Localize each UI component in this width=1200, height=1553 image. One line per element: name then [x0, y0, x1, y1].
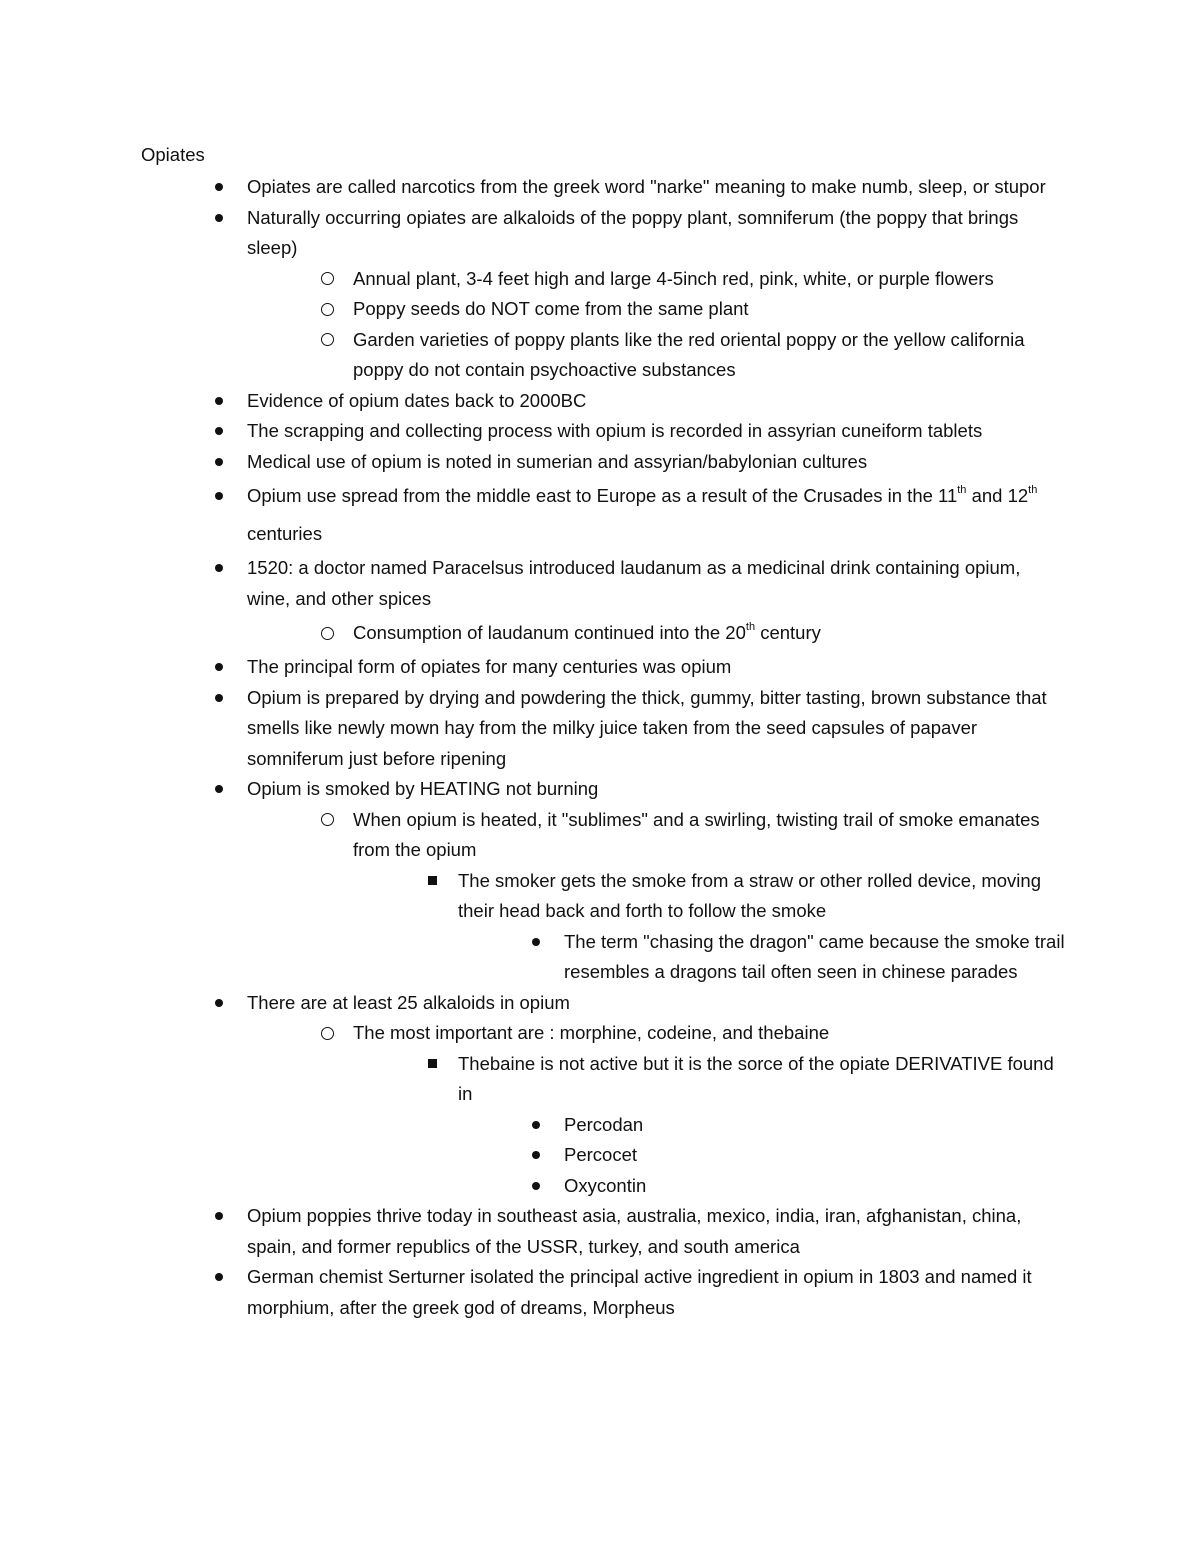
list-item [247, 553, 1067, 614]
list-item [458, 866, 1067, 927]
bullet-circle-icon [317, 325, 337, 356]
bullet-dot-icon [209, 477, 229, 515]
list-item-text: Evidence of opium dates back to 2000BC [247, 389, 587, 411]
bullet-square-icon [422, 866, 442, 897]
page-title: Opiates [141, 144, 205, 165]
list-item-text: Percocet [564, 1144, 638, 1165]
bullet-circle-icon [317, 1018, 337, 1049]
list-item [247, 447, 1067, 478]
list-item [247, 203, 1067, 264]
list-item [247, 1262, 1067, 1323]
list-item [458, 1049, 1067, 1110]
list-item-text: Naturally occurring opiates are alkaloids of the poppy plant, somniferum (the poppy that brings sleep) [247, 206, 1019, 258]
list-item [564, 1140, 1067, 1171]
superscript: th [1028, 483, 1038, 496]
bullet-dot-icon [209, 447, 229, 478]
list-item [353, 325, 1067, 386]
bullet-dot-icon [209, 683, 229, 714]
list-item-text: Oxycontin [564, 1174, 647, 1196]
bullet-circle-icon [317, 294, 337, 325]
list-item-text: The most important are : morphine, codeine, and thebaine [353, 1022, 830, 1043]
list-item-text: Annual plant, 3-4 feet high and large 4-5inch red, pink, white, or purple flowers [353, 267, 994, 289]
list-item-text: Opium poppies thrive today in southeast asia, australia, mexico, india, iran, afghanistan, china, spain, and former republics of the USSR, turkey, and south america [247, 1205, 1022, 1257]
bullet-list [0, 172, 1200, 1323]
bullet-dot-icon [209, 386, 229, 417]
list-item [247, 416, 1067, 447]
list-item [353, 614, 1067, 652]
list-item [247, 386, 1067, 417]
superscript: th [745, 620, 756, 633]
list-item [353, 294, 1067, 325]
list-item [564, 1110, 1067, 1141]
list-item-text: Poppy seeds do NOT come from the same plant [353, 298, 749, 319]
list-item [247, 652, 1067, 683]
list-item [247, 683, 1067, 775]
bullet-dot-icon [526, 1110, 546, 1141]
list-item-text: Opiates are called narcotics from the greek word "narke" meaning to make numb, sleep, or stupor [247, 176, 1046, 197]
list-item-text: Opium use spread from the middle east to Europe as a result of the Crusades in the 11th and 12th centuries [247, 483, 1038, 544]
bullet-dot-icon [209, 416, 229, 447]
list-item-text: Consumption of laudanum continued into the 20th century [353, 620, 821, 643]
list-item-text: German chemist Serturner isolated the principal active ingredient in opium in 1803 and named it morphium, after the greek god of dreams, Morpheus [247, 1266, 1032, 1318]
bullet-dot-icon [526, 1140, 546, 1171]
list-item-text: Opium is prepared by drying and powdering the thick, gummy, bitter tasting, brown substance that smells like newly mown hay from the milky juice taken from the seed capsules of papaver somniferum just before ripening [247, 686, 1047, 769]
bullet-dot-icon [209, 774, 229, 805]
superscript: th [957, 483, 967, 496]
list-item-text: Garden varieties of poppy plants like the red oriental poppy or the yellow california poppy do not contain psychoactive substances [353, 328, 1025, 380]
list-item [353, 264, 1067, 295]
list-item-text: Percodan [564, 1113, 644, 1135]
list-item-text: 1520: a doctor named Paracelsus introduced laudanum as a medicinal drink containing opium, wine, and other spices [247, 557, 1021, 609]
list-item [564, 1171, 1067, 1202]
list-item-text: There are at least 25 alkaloids in opium [247, 991, 570, 1013]
bullet-dot-icon [209, 553, 229, 584]
list-item [353, 805, 1067, 866]
list-item-text: The scrapping and collecting process with opium is recorded in assyrian cuneiform tablets [247, 420, 983, 441]
list-item-text: The principal form of opiates for many centuries was opium [247, 656, 732, 677]
list-item [247, 1201, 1067, 1262]
bullet-circle-icon [317, 805, 337, 836]
list-item [247, 172, 1067, 203]
list-item [247, 477, 1067, 553]
bullet-dot-icon [209, 652, 229, 683]
bullet-square-icon [422, 1049, 442, 1080]
bullet-dot-icon [209, 1262, 229, 1293]
list-item [353, 1018, 1067, 1049]
list-item-text: The smoker gets the smoke from a straw or other rolled device, moving their head back and forth to follow the smoke [458, 869, 1041, 921]
list-item [247, 774, 1067, 805]
bullet-circle-icon [317, 614, 337, 652]
list-item-text: When opium is heated, it "sublimes" and a swirling, twisting trail of smoke emanates from the opium [353, 808, 1040, 860]
bullet-dot-icon [209, 988, 229, 1019]
bullet-dot-icon [209, 203, 229, 234]
list-item [564, 927, 1067, 988]
list-item-text: The term "chasing the dragon" came because the smoke trail resembles a dragons tail often seen in chinese parades [564, 930, 1065, 982]
bullet-dot-icon [209, 172, 229, 203]
bullet-dot-icon [526, 1171, 546, 1202]
list-item-text: Thebaine is not active but it is the sorce of the opiate DERIVATIVE found in [458, 1052, 1054, 1104]
bullet-dot-icon [209, 1201, 229, 1232]
bullet-dot-icon [526, 927, 546, 958]
list-item-text: Opium is smoked by HEATING not burning [247, 778, 599, 799]
list-item [247, 988, 1067, 1019]
list-item-text: Medical use of opium is noted in sumerian and assyrian/babylonian cultures [247, 450, 868, 472]
bullet-circle-icon [317, 264, 337, 295]
